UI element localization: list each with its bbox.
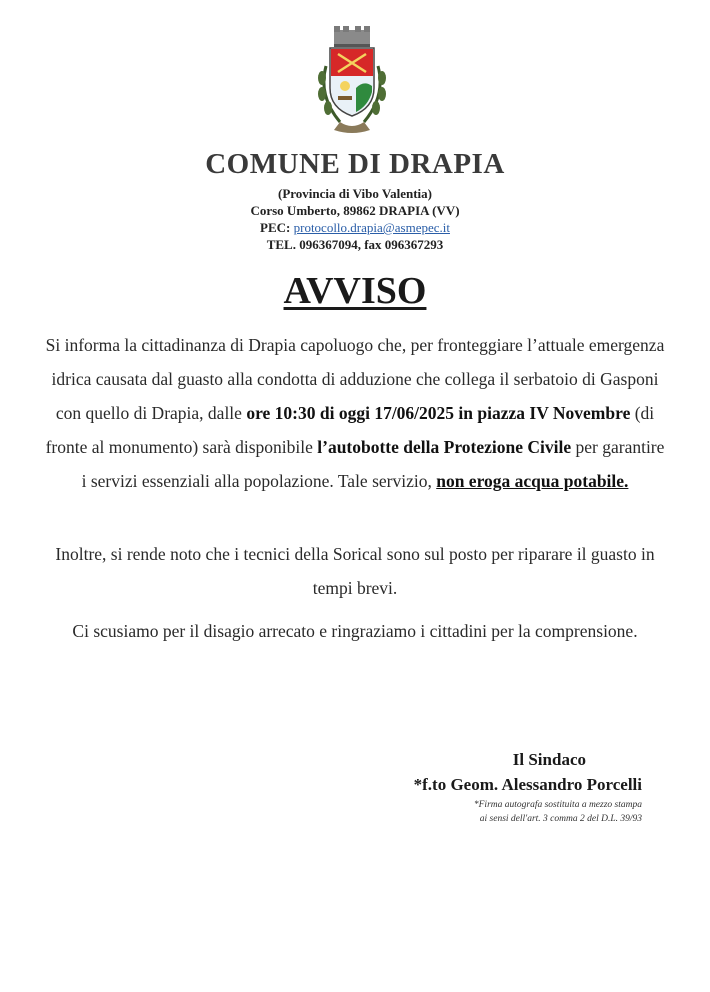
signature-note-line-1: *Firma autografa sostituita a mezzo stampa [473,800,642,810]
notice-title-text: AVVISO [283,270,427,312]
p1-text-a: Si informa la cittadinanza di Drapia capoluogo che, per fronteggiare l’attuale emergenza idrica causata dal guasto alla condotta di adduzione che collega il serbatoio di Gasponi con quello di Drapia, dalle [45,335,665,423]
address-line: Corso Umberto, 89862 DRAPIA (VV) [250,203,460,218]
p1-text-c: (di fronte al monumento) sarà disponibile [45,403,655,457]
p1-tanker-truck: l’autobotte della Protezione Civile [317,437,572,457]
pec-line [0,219,710,236]
coat-of-arms-icon [300,26,404,144]
comune-title: COMUNE DI DRAPIA [205,148,505,180]
signature-note-line-2: ai sensi dell'art. 3 comma 2 del D.L. 39/93 [479,814,642,824]
notice-paragraph-1 [44,328,666,498]
notice-paragraph-3: Ci scusiamo per il disagio arrecato e ringraziamo i cittadini per la comprensione. [72,621,638,641]
pec-email-link[interactable]: protocollo.drapia@asmepec.it [293,220,450,235]
signature-block [242,748,642,826]
p1-not-potable-warning: non eroga acqua potabile. [436,471,629,491]
p1-text-e: per garantire i servizi essenziali alla popolazione. Tale servizio, [81,437,665,491]
header-block [0,146,710,253]
notice-title [0,268,710,314]
signature-name: *f.to Geom. Alessandro Porcelli [413,775,642,794]
notice-paragraph-2: Inoltre, si rende noto che i tecnici della Sorical sono sul posto per riparare il guasto in tempi brevi. [55,544,655,598]
p1-time-place: ore 10:30 di oggi 17/06/2025 in piazza IV Novembre [246,403,631,423]
pec-label: PEC: [260,220,291,235]
province-line: (Provincia di Vibo Valentia) [278,186,432,201]
signature-role: Il Sindaco [512,750,586,769]
phone-line: TEL. 096367094, fax 096367293 [266,237,444,252]
